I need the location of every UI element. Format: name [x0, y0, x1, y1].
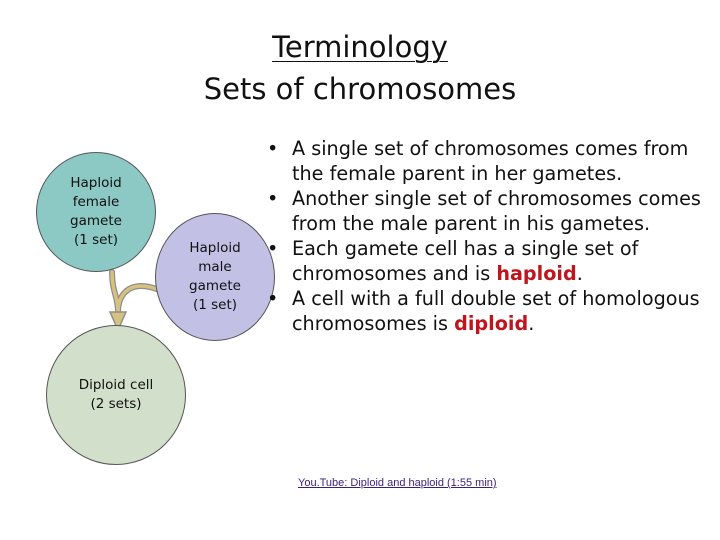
diploid-term: diploid — [454, 312, 529, 335]
bullet-item: • Each gamete cell has a single set of chromosomes and is haploid. — [262, 236, 702, 286]
circle-label-line: male — [198, 259, 232, 275]
circle-label-line: Haploid — [189, 240, 241, 256]
circle-label-line: gamete — [189, 278, 241, 294]
diploid-cell-circle — [46, 325, 186, 465]
slide-title: Terminology — [272, 30, 448, 64]
haploid-male-gamete-circle — [155, 213, 275, 341]
circle-label-line: gamete — [70, 213, 122, 229]
bullet-item: • Another single set of chromosomes comes from the male parent in his gametes. — [262, 186, 702, 236]
circle-label-line: Diploid cell — [78, 377, 154, 393]
youtube-video-link[interactable]: You.Tube: Diploid and haploid (1:55 min) — [298, 477, 497, 489]
circle-label-line: (1 set) — [73, 232, 119, 248]
bullet-item: • A single set of chromosomes comes from the female parent in her gametes. — [262, 136, 702, 186]
bullet-item: • A cell with a full double set of homologous chromosomes is diploid. — [262, 286, 702, 336]
haploid-female-gamete-circle — [36, 152, 156, 272]
circle-label-line: Haploid — [70, 175, 122, 191]
circle-label-line: female — [72, 194, 120, 210]
slide-subtitle: Sets of chromosomes — [203, 72, 517, 106]
circle-label-line: (1 set) — [192, 297, 238, 313]
haploid-term: haploid — [496, 262, 577, 285]
bullet-list — [262, 136, 702, 336]
circle-label-line: (2 sets) — [90, 396, 142, 412]
